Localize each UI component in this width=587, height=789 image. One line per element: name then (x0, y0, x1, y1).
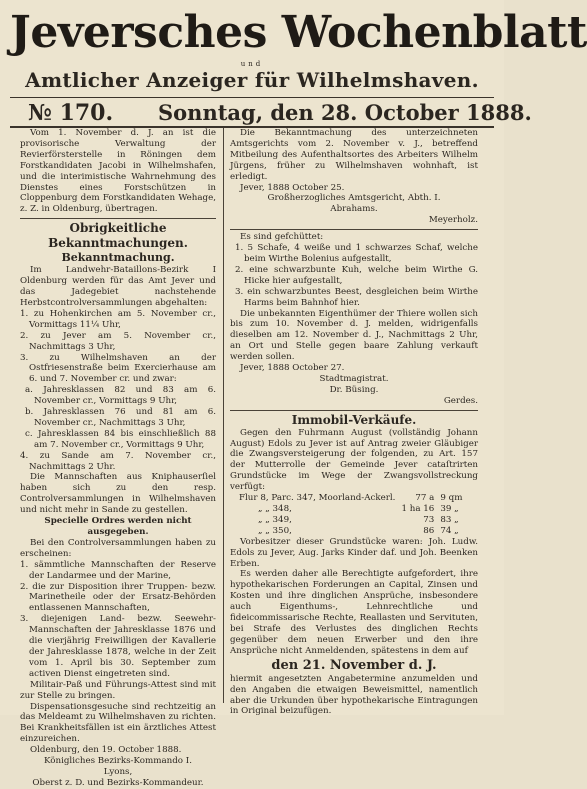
notice-item-1: 1. zu Hohenkirchen am 5. November cr., Vormittags 11¼ Uhr, (20, 308, 216, 330)
immo-paragraph-4: hiermit angesetzten Angabetermine anzumelden und den Angaben die etwaigen Beweismittel, namentlich aber die Urkunden über hypothekarische Eintragungen in Original beizufügen. (230, 673, 478, 717)
court-name: Großherzogliches Amtsgericht, Abth. I. (267, 193, 441, 204)
mannschaften-paragraph: Die Mannschaften aus Kniphauserſiel haben sich zu den resp. Controlversammlungen in Wilhelmshaven und nicht mehr in Sande zu gestellen. (20, 472, 216, 516)
column-divider (223, 128, 224, 703)
table-row (236, 515, 465, 526)
court-signer: Abrahams. (330, 204, 378, 215)
notice-subitem-c: c. Jahresklassen 84 bis einschließlich 88 am 7. November cr., Vormittags 9 Uhr, (25, 428, 216, 450)
parcel-area: 86 (423, 525, 435, 536)
found-item-1: 1. 5 Schafe, 4 weiße und 1 schwarzes Schaf, welche beim Wirthe Bolenius aufgestallt, (235, 243, 478, 264)
court-notice-date: Jever, 1888 October 25. (240, 182, 345, 193)
issue-number: № 170. (28, 100, 114, 126)
parcel-qm: 83 „ (440, 514, 459, 525)
notice-heading: Bekanntmachung. (61, 251, 175, 265)
found-heading: Es sind gefchüttet: (240, 232, 324, 243)
immo-paragraph-3: Es werden daher alle Berechtigte aufgefordert, ihre hypothekarischen Forderungen an Capital, Zinsen und Kosten und ihre dinglichen Ansprüche, insbesondere auch Eigenthums-, Lehnrechtliche und fideicommissarische Rechte, Reallasten und Servituten, bei Strafe des Verlustes des dinglichen Rechts gegenüber dem neuen Erwerber und den ihre Ansprüche nicht Anmeldenden, spätestens in dem auf (230, 569, 478, 656)
magistrate: Stadtmagistrat. (319, 373, 389, 384)
immo-deadline: den 21. November d. J. (271, 657, 437, 673)
attendance-item-2: 2. die zur Disposition ihrer Truppen- bezw. Marinetheile oder der Ersatz-Behörden entlassenen Mannschaften, (20, 581, 216, 614)
notice-item-2: 2. zu Jever am 5. November cr., Nachmittags 3 Uhr, (20, 330, 216, 352)
notice-date: Oldenburg, den 19. October 1888. (30, 745, 182, 756)
signature-name: Lyons, (103, 766, 133, 777)
attendance-item-3: 3. diejenigen Land- bezw. Seewehr-Mannschaften der Jahresklasse 1876 und die vierjährig Freiwilligen der Kavallerie der Jahresklasse 1878, welche in der Zeit vom 1. April bis 30. September zum activen Dienst eingetreten sind. (20, 614, 216, 679)
immo-heading: Immobil-Verkäufe. (291, 412, 417, 427)
found-divider (230, 229, 478, 230)
section-heading: Obrigkeitliche Bekanntmachungen. (48, 221, 188, 251)
masthead-subtitle: Amtlicher Anzeiger für Wilhelmshaven. (25, 68, 479, 92)
special-orders: Specielle Ordres werden nicht ausgegeben. (44, 516, 192, 537)
immo-paragraph-2: Vorbesitzer dieser Grundstücke waren: Joh. Ludw. Edols zu Jever, Aug. Jarks Kinder daf. und Joh. Beenken Erben. (230, 536, 478, 569)
signature-title: Oberst z. D. und Bezirks-Kommandeur. (32, 777, 204, 788)
table-row (236, 504, 465, 515)
court-clerk: Meyerholz. (428, 215, 478, 226)
table-row (236, 493, 465, 504)
magistrate-clerk: Gerdes. (443, 395, 478, 406)
found-date: Jever, 1888 October 27. (240, 363, 345, 374)
military-pass-paragraph: Militair-Paß und Führungs-Attest sind mit zur Stelle zu bringen. (20, 679, 216, 701)
parcel-label: „ „ 348, (258, 504, 292, 514)
section-divider (20, 218, 216, 219)
immo-paragraph-1: Gegen den Fuhrmann August (vollständig Johann August) Edols zu Jever ist auf Antrag zweier Gläubiger die Zwangsversteigerung der folgenden, zu Art. 157 der Mutterrolle der Gemeinde Jever cataſtrirten Grundstücke im Wege der Zwangsvollstreckung verfügt: (230, 427, 478, 493)
court-notice: Die Bekanntmachung des unterzeichneten Amtsgerichts vom 2. November v. J., betreffend Mitbeilung des Aufenthaltsortes des Arbeiters Wilhelm Jürgens, früher zu Wilhelmshaven wohnhaft, ist erledigt. (230, 128, 478, 182)
found-text: Die unbekannten Eigenthümer der Thiere wollen sich bis zum 10. November d. J. melden, widrigenfalls dieselben am 12. November d. J., Nachmittags 2 Uhr, an Ort und Stelle gegen baare Zahlung verkauft werden sollen. (230, 308, 478, 363)
attendance-item-1: 1. sämmtliche Mannschaften der Reserve der Landarmee und der Marine, (20, 559, 216, 581)
parcel-area: 73 (423, 514, 435, 525)
table-row (236, 526, 465, 537)
immo-divider (230, 410, 478, 411)
found-item-3: 3. ein schwarzbuntes Beest, desgleichen beim Wirthe Harms beim Bahnhof hier. (235, 286, 478, 308)
parcel-label: „ „ 349, (258, 514, 292, 525)
right-column (230, 128, 478, 717)
parcel-qm: 74 „ (440, 525, 459, 536)
signature-office: Königliches Bezirks-Kommando I. (44, 756, 192, 767)
attendance-intro: Bei den Controlversammlungen haben zu erscheinen: (20, 537, 216, 559)
masthead-rule-top (10, 97, 494, 98)
notice-subitem-b: b. Jahresklassen 76 und 81 am 6. November cr., Nachmittags 3 Uhr, (25, 407, 216, 428)
parcel-area: 77 a (415, 493, 435, 504)
issue-line (10, 99, 532, 127)
parcel-label: Flur 8, Parc. 347, Moorland-Ackerl. (239, 493, 396, 504)
notice-item-4: 4. zu Sande am 7. November cr., Nachmittags 2 Uhr. (20, 450, 216, 472)
notice-intro: Im Landwehr-Bataillons-Bezirk I Oldenburg werden für das Amt Jever und das Jadegebiet nachstehende Herbstcontrolversammlungen abgehalten: (20, 265, 216, 308)
parcel-qm: 9 qm (440, 493, 463, 504)
parcel-area: 1 ha 16 (401, 504, 435, 514)
magistrate-name: Dr. Büsing. (329, 384, 379, 395)
masthead-title: Jeversches Wochenblatt (10, 7, 587, 58)
masthead-und: und (240, 60, 264, 68)
issue-date: Sonntag, den 28. October 1888. (158, 100, 532, 125)
notice-item-3: 3. zu Wilhelmshaven an der Ostfriesenstraße beim Exercierhause am 6. und 7. November cr. und zwar: (20, 352, 216, 385)
parcel-label: „ „ 350, (258, 525, 292, 536)
parcel-qm: 39 „ (440, 504, 459, 514)
intro-paragraph: Vom 1. November d. J. an ist die provisorische Verwaltung der Revierförsterstelle in Röningen dem Forstkandidaten Jacobi in Wilhelmshafen, und die interimistische Wahrnehmung des Dienstes eines Forstschützen in Cloppenburg dem Forstkandidaten Wehage, z. Z. in Oldenburg, übertragen. (20, 128, 216, 215)
left-column (20, 128, 216, 788)
notice-subitem-a: a. Jahresklassen 82 und 83 am 6. November cr., Vormittags 9 Uhr, (25, 385, 216, 407)
dispensation-paragraph: Dispensationsgesuche sind rechtzeitig an das Meldeamt zu Wilhelmshaven zu richten. Bei Krankheitsfällen ist ein ärztliches Attest einzureichen. (20, 701, 216, 745)
found-item-2: 2. eine schwarzbunte Kuh, welche beim Wirthe G. Hicke hier aufgestallt, (235, 264, 478, 286)
parcel-table (236, 493, 465, 537)
